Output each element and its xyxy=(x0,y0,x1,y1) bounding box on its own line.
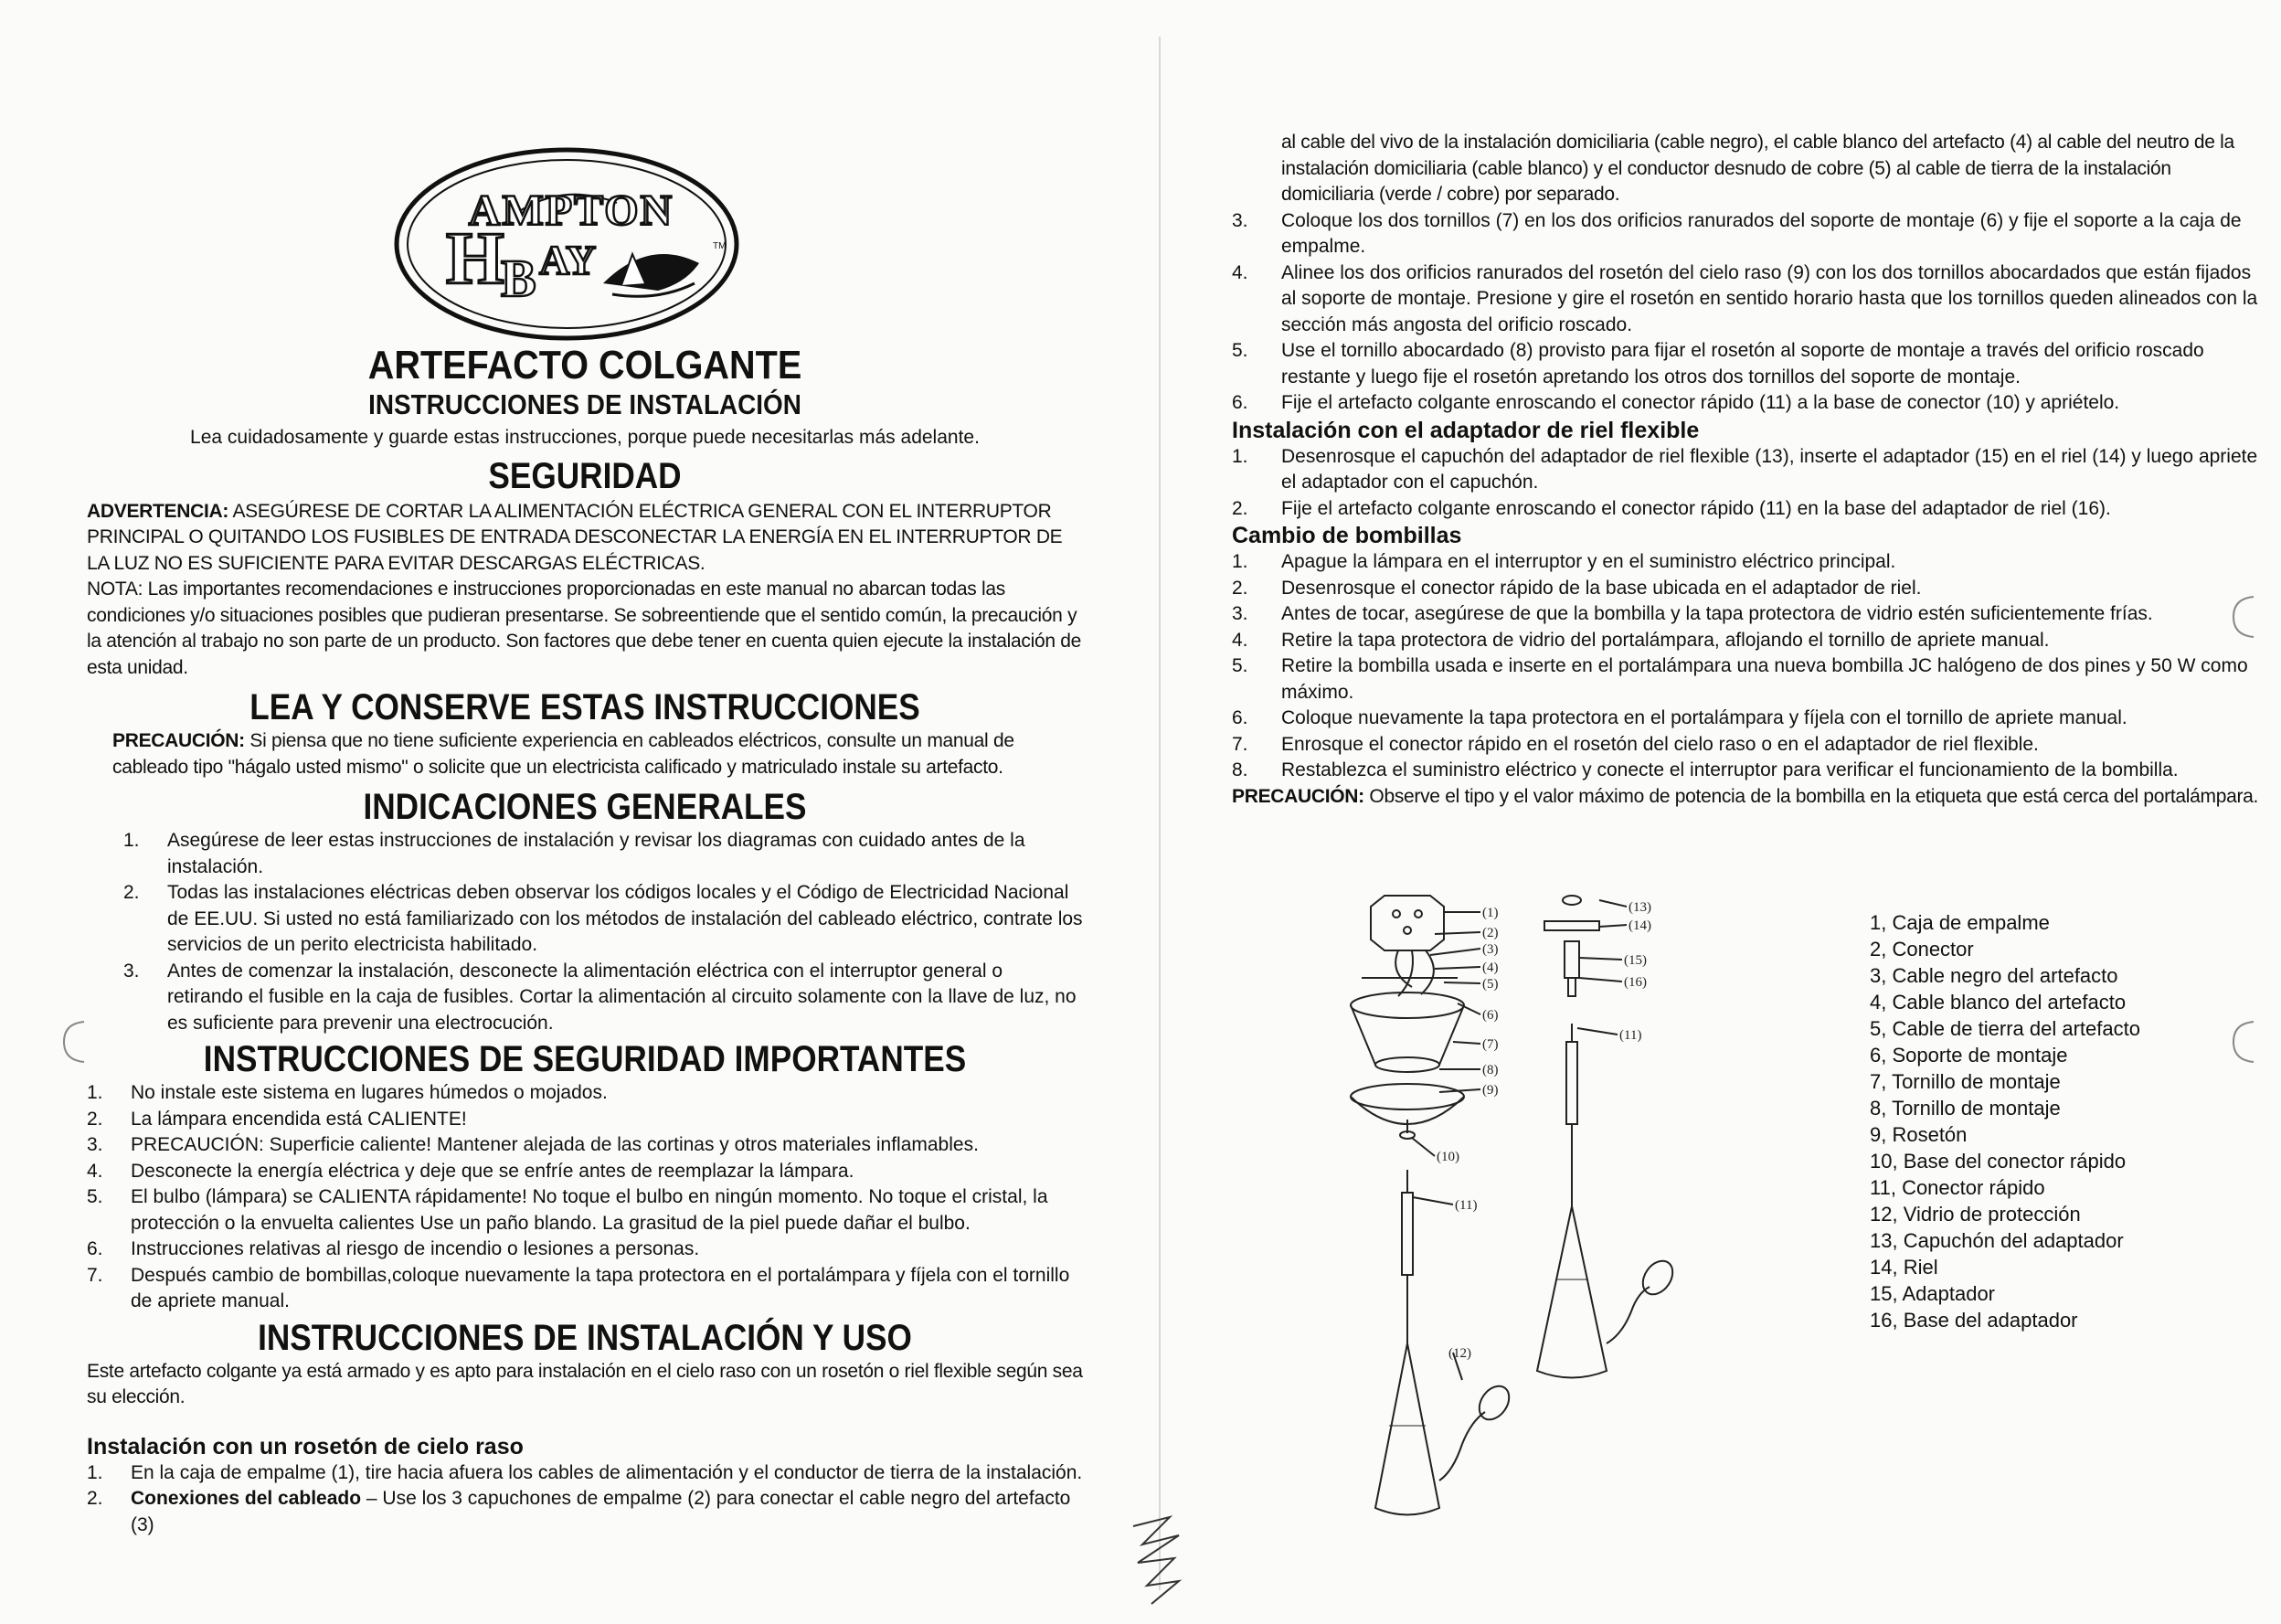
quick-connector-left xyxy=(1402,1193,1413,1275)
list-item: 6. Fije el artefacto colgante enroscando el conector rápido (11) a la base de conector (10) y apriételo. xyxy=(1232,392,2120,413)
list-item: 2. Desenrosque el conector rápido de la base ubicada en el adaptador de riel. xyxy=(1232,577,1922,599)
list-item: 2. La lámpara encendida está CALIENTE! xyxy=(87,1108,467,1130)
list-item: 4. Retire la tapa protectora de vidrio del portalámpara, aflojando el tornillo de apriete manual. xyxy=(1232,629,2050,651)
legend-item: 8, Tornillo de montaje xyxy=(1870,1097,2061,1120)
diagram-label: (11) xyxy=(1619,1028,1642,1043)
diagram-label: (5) xyxy=(1482,977,1499,992)
list-item: 7. Después cambio de bombillas,coloque nuevamente la tapa protectora en el portalámpara y fíjela con el tornillo de apriete manual. xyxy=(87,1264,1070,1311)
general-heading: INDICACIONES GENERALES xyxy=(363,787,807,827)
list-item: 2. Conexiones del cableado – Use los 3 capuchones de empalme (2) para conectar el cable negro del artefacto (3) xyxy=(87,1488,1071,1535)
quick-connector-right xyxy=(1566,1042,1577,1124)
legend-item: 10, Base del conector rápido xyxy=(1870,1150,2127,1173)
bulb-caution-text: Observe el tipo y el valor máximo de potencia de la bombilla en la etiqueta que está cerca del portalámpara. xyxy=(1363,785,2259,807)
safety-heading: SEGURIDAD xyxy=(488,455,682,496)
warning-paragraph xyxy=(87,499,1083,578)
canopy-install-list xyxy=(87,1460,1083,1539)
rail xyxy=(1544,921,1599,930)
bulb-change-list xyxy=(1232,549,2266,784)
legend-item: 9, Rosetón xyxy=(1870,1123,1968,1146)
legend-item: 16, Base del adaptador xyxy=(1870,1309,2078,1332)
list-item: 6. Coloque nuevamente la tapa protectora en el portalámpara y fíjela con el tornillo de apriete manual. xyxy=(1232,707,2127,728)
legend-item: 12, Vidrio de protección xyxy=(1870,1203,2081,1226)
list-item: 3. Antes de tocar, asegúrese de que la bombilla y la tapa protectora de vidrio estén suficientemente frías. xyxy=(1232,603,2153,624)
bulb-change-heading: Cambio de bombillas xyxy=(1232,523,1462,548)
legend-item: 13, Capuchón del adaptador xyxy=(1870,1229,2124,1252)
wiring-label: Conexiones del cableado xyxy=(131,1488,362,1509)
diagram-label: (10) xyxy=(1437,1150,1459,1164)
binder-hole-mark xyxy=(2226,1014,2263,1069)
important-safety-heading: INSTRUCCIONES DE SEGURIDAD IMPORTANTES xyxy=(203,1039,967,1079)
page-subtitle: INSTRUCCIONES DE INSTALACIÓN xyxy=(368,388,801,420)
list-item: 3. Coloque los dos tornillos (7) en los dos orificios ranurados del soporte de montaje (6) y fije el soporte a la caja de empalme. xyxy=(1232,209,2242,257)
diagram-label: (11) xyxy=(1455,1198,1478,1213)
trademark-mark: TM xyxy=(713,241,727,251)
list-item: 1. Desenrosque el capuchón del adaptador de riel flexible (13), inserte el adaptador (15) en el riel (14) y luego apriete el adaptador con el capuchón. xyxy=(1232,445,2258,493)
diagram-label: (9) xyxy=(1482,1083,1499,1098)
list-item: 5. Retire la bombilla usada e inserte en el portalámpara una nueva bombilla JC halógeno de dos pines y 50 W como máximo. xyxy=(1232,655,2248,703)
list-item: 5. Use el tornillo abocardado (8) provisto para fijar el rosetón al soporte de montaje a través del orificio roscado restante y luego fije el rosetón apretando los otros dos tornillos del soporte de montaje. xyxy=(1232,340,2204,387)
install-use-heading: INSTRUCCIONES DE INSTALACIÓN Y USO xyxy=(258,1317,912,1358)
legend-item: 6, Soporte de montaje xyxy=(1870,1044,2068,1067)
list-item: 8. Restablezca el suministro eléctrico y conecte el interruptor para verificar el funcionamiento de la bombilla. xyxy=(1232,759,2179,780)
list-item: 3. Antes de comenzar la instalación, desconecte la alimentación eléctrica con el interruptor general o retirando el fusible en la caja de fusibles. Cortar la alimentación al circuito solamente con la llave de luz, no es suficiente para prevenir una electrocución. xyxy=(123,960,1077,1034)
list-item: 2. Fije el artefacto colgante enroscando el conector rápido (11) en la base del adaptador de riel (16). xyxy=(1232,497,2111,519)
caution-label: PRECAUCIÓN: xyxy=(112,730,245,751)
diagram-label: (1) xyxy=(1482,906,1499,920)
hampton-bay-logo xyxy=(393,146,740,343)
bulb-caution-paragraph xyxy=(1232,784,2266,811)
bulb-caution-label: PRECAUCIÓN: xyxy=(1232,785,1364,807)
diagram-label: (3) xyxy=(1482,942,1499,957)
intro-text: Lea cuidadosamente y guarde estas instrucciones, porque puede necesitarlas más adelante. xyxy=(190,427,980,448)
left-shade xyxy=(1375,1343,1439,1515)
important-safety-list xyxy=(87,1080,1083,1315)
diagram-label: (16) xyxy=(1624,975,1647,990)
caution-paragraph xyxy=(87,728,1083,780)
handwritten-mark xyxy=(1124,1508,1188,1608)
legend-item: 1, Caja de empalme xyxy=(1870,911,2050,934)
binder-hole-mark xyxy=(2226,589,2263,644)
legend-item: 4, Cable blanco del artefacto xyxy=(1870,991,2127,1014)
legend-item: 14, Riel xyxy=(1870,1256,1938,1279)
adapter-cap xyxy=(1563,896,1581,905)
legend-item: 11, Conector rápido xyxy=(1870,1176,2045,1199)
rail-install-list xyxy=(1232,444,2266,523)
list-item: 4. Alinee los dos orificios ranurados del rosetón del cielo raso (9) con los dos tornillos abocardados que están fijados al soporte de montaje. Presione y gire el rosetón en sentido horario hasta que los tornillos queden alineados con la sección más angosta del orificio roscado. xyxy=(1232,261,2258,335)
diagram-label: (14) xyxy=(1629,918,1651,933)
legend-item: 15, Adaptador xyxy=(1870,1282,1996,1305)
svg-text:H: H xyxy=(446,217,504,300)
diagram-label: (13) xyxy=(1629,900,1651,915)
general-list xyxy=(87,828,1083,1036)
canopy-install-heading: Instalación con un rosetón de cielo raso xyxy=(87,1433,524,1459)
diagram-label: (7) xyxy=(1482,1037,1499,1052)
warning-label: ADVERTENCIA: xyxy=(87,500,229,522)
left-column xyxy=(87,343,1083,1538)
wiring-continued-text: al cable del vivo de la instalación domiciliaria (cable negro), el cable blanco del artefacto (4) al cable del neutro de la instalación domiciliaria (cable blanco) y el conductor desnudo de cobre (5) al cable de tierra de la instalación domiciliaria (verde / cobre) por separado. xyxy=(1281,132,2234,205)
legend-item: 7, Tornillo de montaje xyxy=(1870,1070,2061,1093)
legend-item: 2, Conector xyxy=(1870,938,1974,961)
install-intro-text: Este artefacto colgante ya está armado y es apto para instalación en el cielo raso con un rosetón o riel flexible según sea su elección. xyxy=(87,1360,1083,1407)
warning-text: ASEGÚRESE DE CORTAR LA ALIMENTACIÓN ELÉCTRICA GENERAL CON EL INTERRUPTOR PRINCIPAL O QUITANDO LOS FUSIBLES DE ENTRADA DESCONECTAR LA ENERGÍA EN EL INTERRUPTOR DE LA LUZ NO ES SUFICIENTE PARA EVITAR DESCARGAS ELÉCTRICAS. xyxy=(87,500,1063,574)
parts-legend xyxy=(1870,909,2140,1333)
list-item: 1. Asegúrese de leer estas instrucciones de instalación y revisar los diagramas con cuidado antes de la instalación. xyxy=(123,830,1025,877)
list-item: 7. Enrosque el conector rápido en el rosetón del cielo raso o en el adaptador de riel flexible. xyxy=(1232,733,2039,755)
svg-text:B: B xyxy=(501,249,536,308)
legend-item: 3, Cable negro del artefacto xyxy=(1870,964,2118,987)
rail-install-heading: Instalación con el adaptador de riel flexible xyxy=(1232,417,1700,443)
legend-item: 5, Cable de tierra del artefacto xyxy=(1870,1017,2140,1040)
svg-text:AY: AY xyxy=(539,237,597,283)
diagram-label: (12) xyxy=(1448,1346,1471,1361)
diagram-label: (2) xyxy=(1482,926,1499,940)
canopy-bottom xyxy=(1351,1084,1464,1109)
note-paragraph: NOTA: Las importantes recomendaciones e instrucciones proporcionadas en este manual no abarcan todas las condiciones y/o situaciones posibles que pudieran presentarse. Se sobreentiende que el sentido común, la precaución y la atención al trabajo no son parte de un producto. Son factores que debe tener en cuenta quien ejecute la instalación de esta unidad. xyxy=(87,578,1082,678)
canopy-top xyxy=(1351,992,1464,1018)
adapter xyxy=(1565,941,1579,978)
list-item: 6. Instrucciones relativas al riesgo de incendio o lesiones a personas. xyxy=(87,1238,700,1259)
left-page xyxy=(0,0,1133,1624)
list-item: 3. PRECAUCIÓN: Superficie caliente! Mantener alejada de las cortinas y otros materiales inflamables. xyxy=(87,1134,979,1155)
list-item: 5. El bulbo (lámpara) se CALIENTA rápidamente! No toque el bulbo en ningún momento. No toque el cristal, la protección o la envuelta calientes Use un paño blando. La grasitud de la piel puede dañar el bulbo. xyxy=(87,1186,1048,1234)
list-item: 1. En la caja de empalme (1), tire hacia afuera los cables de alimentación y el conductor de tierra de la instalación. xyxy=(87,1461,1083,1483)
right-shade xyxy=(1537,1206,1607,1378)
junction-box xyxy=(1371,896,1444,950)
caution-text: Si piensa que no tiene suficiente experiencia en cableados eléctricos, consulte un manual de cableado tipo "hágalo usted mismo" o solicite que un electricista calificado y matriculado instale su artefacto. xyxy=(112,730,1014,778)
right-page xyxy=(1179,0,2281,1624)
svg-text:AMPTON: AMPTON xyxy=(468,186,674,235)
list-item: 4. Desconecte la energía eléctrica y deje que se enfríe antes de reemplazar la lámpara. xyxy=(87,1160,854,1182)
page-fold xyxy=(1159,37,1161,1590)
diagram-label: (8) xyxy=(1482,1063,1499,1077)
list-item: 1. Apague la lámpara en el interruptor y en el suministro eléctrico principal. xyxy=(1232,551,1896,572)
page-title: ARTEFACTO COLGANTE xyxy=(367,343,802,387)
canopy-steps-list xyxy=(1232,208,2266,417)
diagram-label: (15) xyxy=(1624,953,1647,968)
diagram-label: (6) xyxy=(1482,1008,1499,1023)
binder-hole-mark xyxy=(57,1014,93,1069)
list-item: 2. Todas las instalaciones eléctricas deben observar los códigos locales y el Código de Electricidad Nacional de EE.UU. Si usted no está familiarizado con los métodos de instalación del cableado eléctrico, contrate los servicios de un perito electricista habilitado. xyxy=(123,882,1083,955)
right-column xyxy=(1232,130,2266,810)
diagram-label: (4) xyxy=(1482,961,1499,975)
read-keep-heading: LEA Y CONSERVE ESTAS INSTRUCCIONES xyxy=(249,687,920,727)
list-item: 1. No instale este sistema en lugares húmedos o mojados. xyxy=(87,1082,608,1103)
exploded-diagram xyxy=(1298,886,1864,1526)
